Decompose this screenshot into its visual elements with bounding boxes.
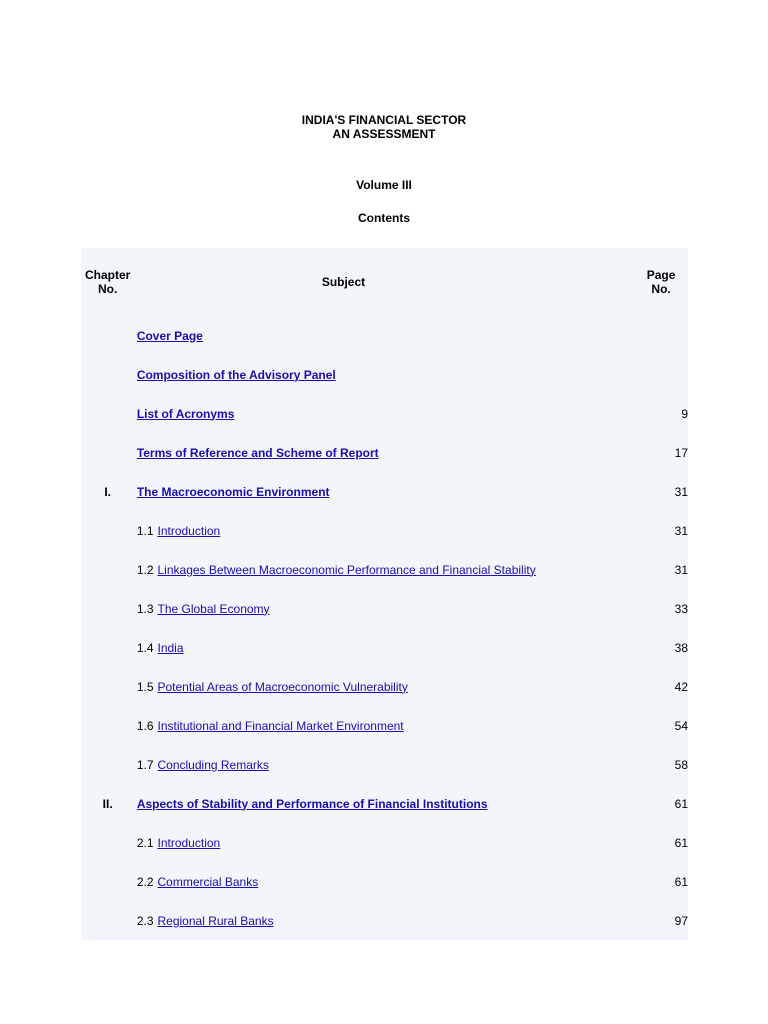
chapter-number — [81, 667, 134, 706]
section-link[interactable]: Commercial Banks — [157, 874, 259, 889]
chapter-number: II. — [102, 796, 113, 811]
subject-cell — [137, 472, 630, 511]
section-link[interactable]: Concluding Remarks — [157, 757, 269, 772]
page-number: 31 — [674, 484, 688, 499]
section-link[interactable]: Potential Areas of Macroeconomic Vulnerability — [157, 679, 408, 694]
page-number: 9 — [681, 406, 688, 421]
toc-row — [81, 394, 688, 433]
section-number: 1.1 — [136, 523, 154, 538]
volume-label: Volume III — [356, 178, 412, 192]
section-link[interactable]: Institutional and Financial Market Environment — [157, 718, 404, 733]
chapter-number — [81, 355, 134, 394]
chapter-link[interactable]: List of Acronyms — [136, 406, 235, 421]
subject-cell — [137, 862, 630, 901]
toc-row — [81, 901, 688, 940]
section-number: 1.5 — [136, 679, 154, 694]
subject-cell — [137, 433, 630, 472]
chapter-header-line2: No. — [97, 282, 118, 296]
toc-row — [81, 823, 688, 862]
section-link[interactable]: Regional Rural Banks — [157, 913, 274, 928]
section-number: 2.2 — [136, 874, 154, 889]
section-number: 1.7 — [136, 757, 154, 772]
contents-table-header — [81, 248, 688, 316]
toc-row — [81, 355, 688, 394]
toc-row — [81, 862, 688, 901]
toc-row — [81, 316, 688, 355]
chapter-link[interactable]: The Macroeconomic Environment — [136, 484, 330, 499]
section-link[interactable]: Introduction — [157, 523, 221, 538]
toc-row — [81, 472, 688, 511]
toc-row — [81, 706, 688, 745]
chapter-number — [81, 823, 134, 862]
page-number: 31 — [674, 523, 688, 538]
chapter-number — [81, 394, 134, 433]
page-header-line2: No. — [651, 282, 671, 296]
chapter-link[interactable]: Composition of the Advisory Panel — [136, 367, 336, 382]
page-column-header — [630, 248, 688, 316]
section-number: 1.3 — [136, 601, 154, 616]
chapter-number — [81, 433, 134, 472]
section-number: 2.1 — [136, 835, 154, 850]
page-number: 33 — [674, 601, 688, 616]
document-title-line1: INDIA'S FINANCIAL SECTOR — [301, 113, 467, 127]
page-number: 17 — [674, 445, 688, 460]
chapter-link[interactable]: Aspects of Stability and Performance of Financial Institutions — [136, 796, 488, 811]
toc-row — [81, 667, 688, 706]
chapter-number — [81, 706, 134, 745]
subject-cell — [137, 784, 630, 823]
subject-cell — [137, 511, 630, 550]
page-number: 38 — [674, 640, 688, 655]
chapter-number — [81, 862, 134, 901]
subject-cell — [137, 706, 630, 745]
subject-cell — [137, 823, 630, 862]
subject-cell — [137, 667, 630, 706]
subject-cell — [137, 394, 630, 433]
chapter-column-header — [81, 248, 134, 316]
page-header-line1: Page — [646, 268, 676, 282]
toc-row — [81, 511, 688, 550]
section-link[interactable]: India — [157, 640, 184, 655]
section-link[interactable]: Introduction — [157, 835, 221, 850]
chapter-number — [81, 316, 134, 355]
chapter-number — [81, 511, 134, 550]
contents-table — [81, 248, 688, 940]
chapter-header-line1: Chapter — [84, 268, 131, 282]
section-number: 1.2 — [136, 562, 154, 577]
subject-column-header: Subject — [321, 275, 366, 289]
toc-row — [81, 628, 688, 667]
page-number: 42 — [674, 679, 688, 694]
section-link[interactable]: The Global Economy — [157, 601, 270, 616]
page-number: 58 — [674, 757, 688, 772]
subject-cell — [137, 316, 630, 355]
contents-heading: Contents — [358, 211, 410, 225]
page-number: 61 — [674, 835, 688, 850]
chapter-link[interactable]: Terms of Reference and Scheme of Report — [136, 445, 379, 460]
toc-row — [81, 433, 688, 472]
toc-row — [81, 550, 688, 589]
subject-cell — [137, 901, 630, 940]
subject-cell — [137, 589, 630, 628]
chapter-number — [81, 550, 134, 589]
chapter-number — [81, 628, 134, 667]
chapter-number — [81, 745, 134, 784]
page-number: 31 — [674, 562, 688, 577]
chapter-number — [81, 901, 134, 940]
page-number: 61 — [674, 874, 688, 889]
page-number — [630, 355, 688, 394]
subject-cell — [137, 355, 630, 394]
subject-cell — [137, 628, 630, 667]
section-number: 1.4 — [136, 640, 154, 655]
section-number: 1.6 — [136, 718, 154, 733]
chapter-number: I. — [104, 484, 111, 499]
subject-cell — [137, 745, 630, 784]
document-title-line2: AN ASSESSMENT — [332, 127, 436, 141]
page-number: 61 — [674, 796, 688, 811]
page-number — [630, 316, 688, 355]
chapter-link[interactable]: Cover Page — [136, 328, 203, 343]
section-link[interactable]: Linkages Between Macroeconomic Performance and Financial Stability — [157, 562, 536, 577]
toc-row — [81, 589, 688, 628]
subject-cell — [137, 550, 630, 589]
toc-row — [81, 784, 688, 823]
chapter-number — [81, 589, 134, 628]
page-number: 97 — [674, 913, 688, 928]
page-number: 54 — [674, 718, 688, 733]
section-number: 2.3 — [136, 913, 154, 928]
toc-row — [81, 745, 688, 784]
